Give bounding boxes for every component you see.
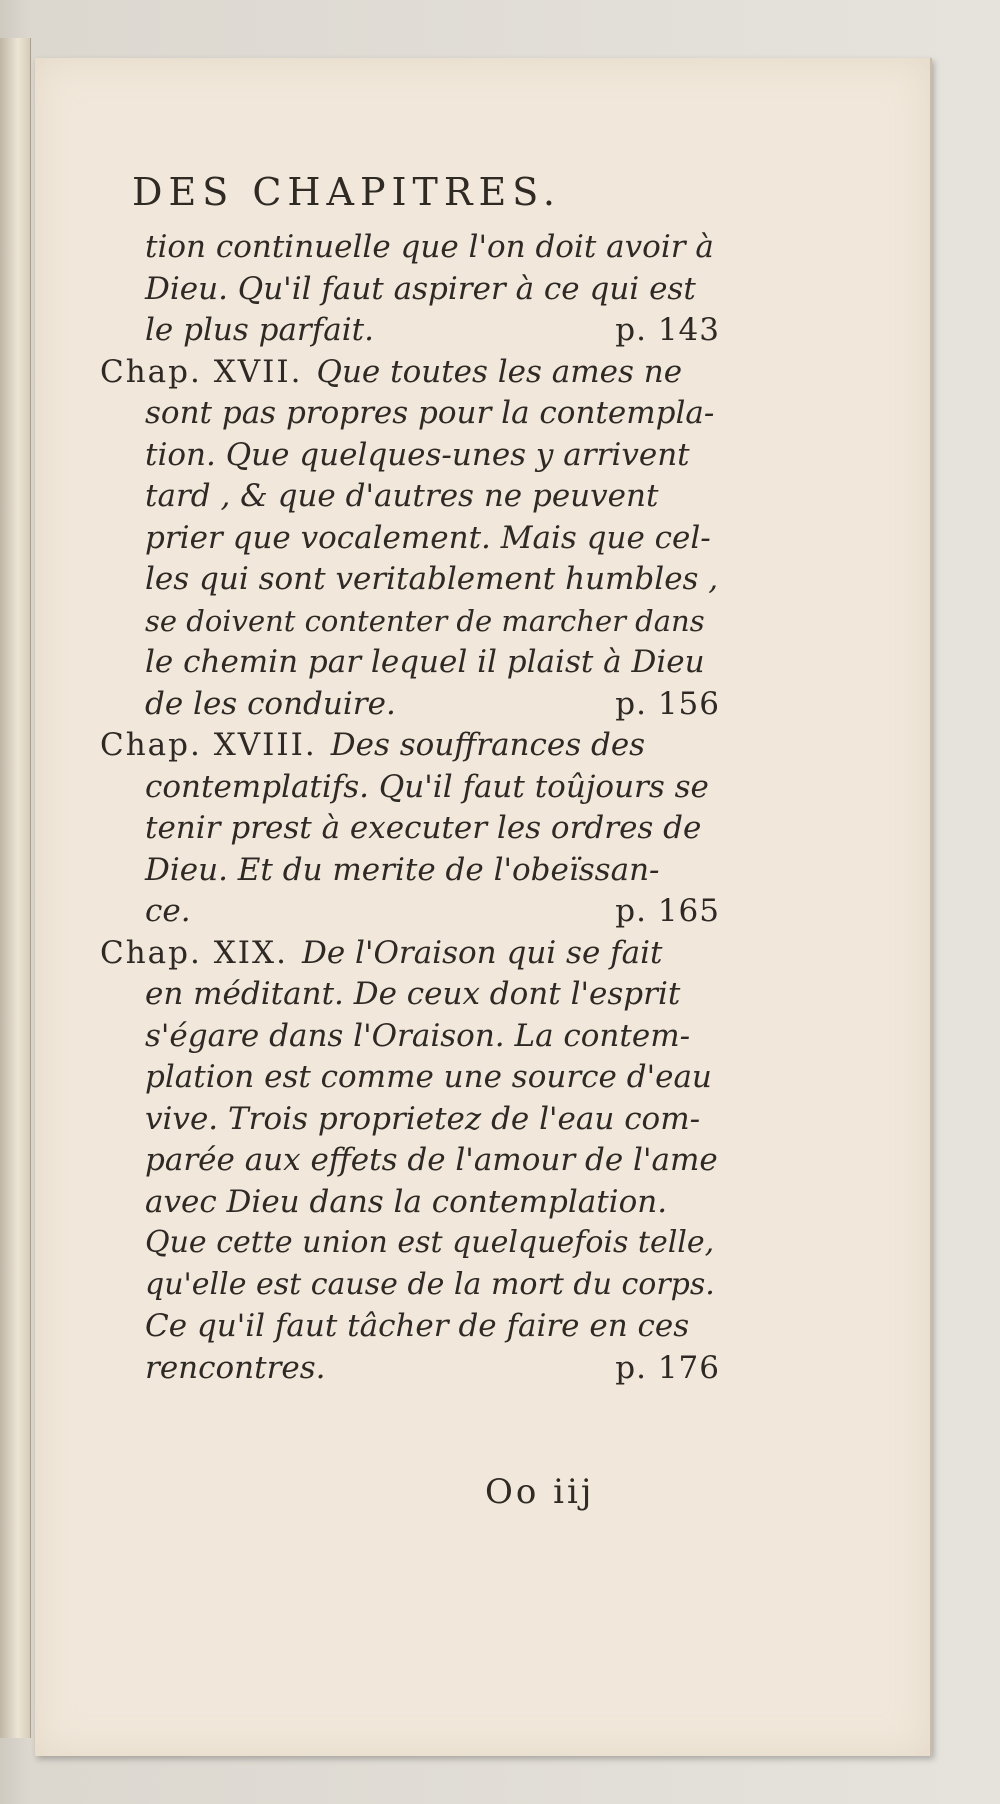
- line-text: tion continuelle que l'on doit avoir à: [145, 229, 714, 265]
- signature-mark: Oo iij: [485, 1472, 595, 1512]
- line-text: vive. Trois proprietez de l'eau com-: [145, 1101, 701, 1137]
- chapter-label: Chap. XIX.: [100, 935, 288, 971]
- line-text: contemplatifs. Qu'il faut toûjours se: [145, 769, 709, 805]
- line-text: Dieu. Qu'il faut aspirer à ce qui est: [145, 271, 696, 307]
- line-text: tion. Que quelques-unes y arrivent: [145, 437, 690, 473]
- page-reference: p. 165: [615, 893, 720, 929]
- line-text: se doivent contenter de marcher dans: [145, 604, 705, 638]
- chapter-label: Chap. XVIII.: [100, 727, 317, 763]
- page-reference: p. 143: [615, 312, 720, 348]
- line-text: rencontres.: [145, 1350, 326, 1386]
- line-text: Dieu. Et du merite de l'obeïssan-: [145, 852, 660, 888]
- chapter-label: Chap. XVII.: [100, 354, 303, 390]
- line-text: le plus parfait.: [145, 312, 374, 348]
- line-text: parée aux effets de l'amour de l'ame: [145, 1142, 718, 1178]
- line-text: le chemin par lequel il plaist à Dieu: [145, 644, 705, 680]
- line-text: en méditant. De ceux dont l'esprit: [145, 976, 681, 1012]
- running-head: DES CHAPITRES.: [132, 170, 562, 214]
- line-text: Que cette union est quelquefois telle,: [145, 1225, 715, 1260]
- page-reference: p. 176: [615, 1350, 720, 1386]
- line-text: avec Dieu dans la contemplation.: [145, 1184, 668, 1220]
- line-text: sont pas propres pour la contempla-: [145, 395, 715, 431]
- line-text: De l'Oraison qui se fait: [301, 935, 663, 971]
- line-text: Ce qu'il faut tâcher de faire en ces: [145, 1308, 690, 1344]
- page-reference: p. 156: [615, 686, 720, 722]
- line-text: ce.: [145, 893, 191, 929]
- line-text: Des souffrances des: [330, 727, 646, 763]
- line-text: tard , & que d'autres ne peuvent: [145, 478, 659, 514]
- line-text: Que toutes les ames ne: [316, 354, 683, 390]
- line-text: les qui sont veritablement humbles ,: [145, 561, 719, 597]
- line-text: prier que vocalement. Mais que cel-: [145, 520, 711, 556]
- line-text: s'égare dans l'Oraison. La contem-: [145, 1018, 691, 1054]
- line-text: de les conduire.: [145, 686, 396, 722]
- line-text: qu'elle est cause de la mort du corps.: [145, 1267, 715, 1302]
- text-line: [145, 1343, 720, 1393]
- line-text: tenir prest à executer les ordres de: [145, 810, 702, 846]
- facing-page-edge: [0, 38, 31, 1738]
- line-text: plation est comme une source d'eau: [145, 1059, 712, 1095]
